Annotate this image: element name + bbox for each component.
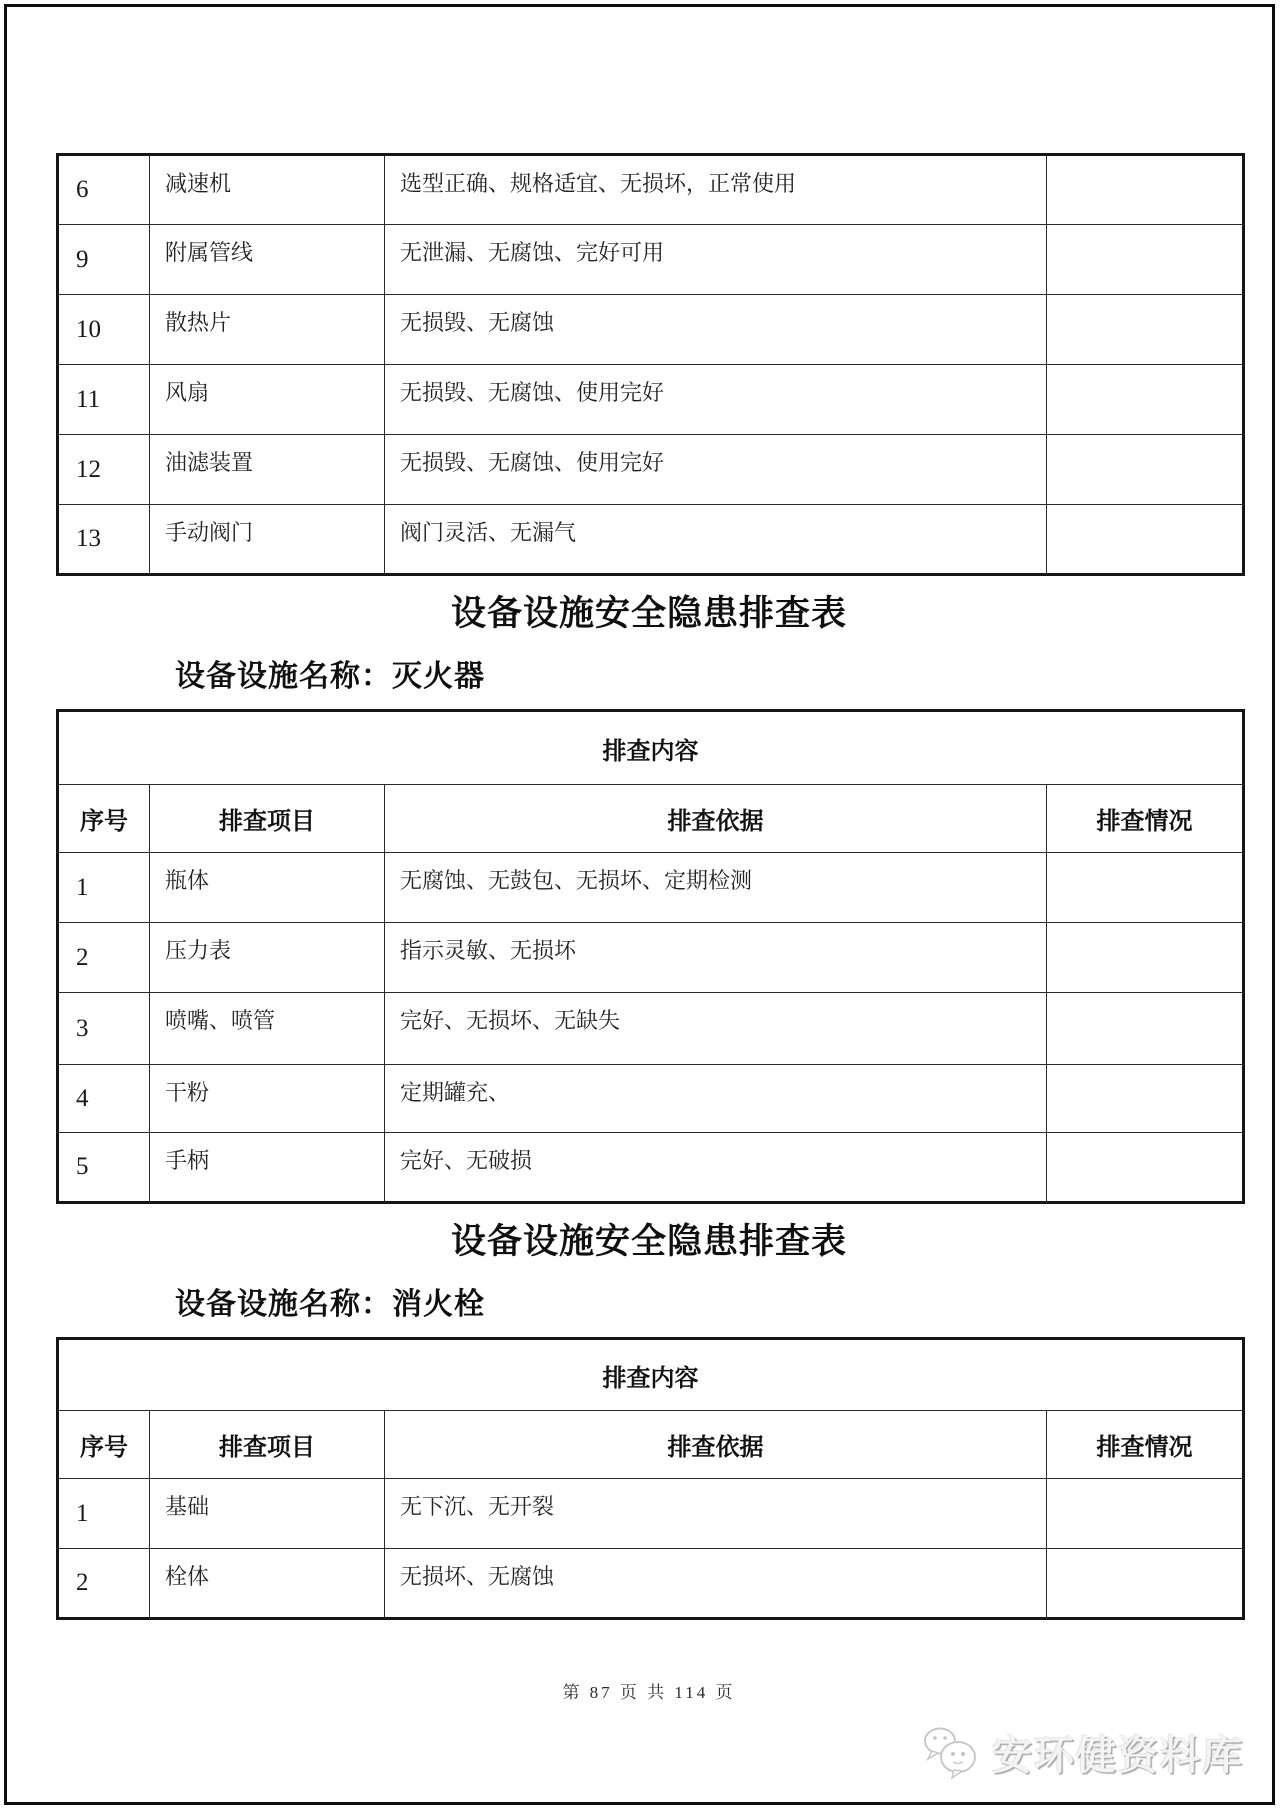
equipment-name-label: 设备设施名称：灭火器 [175,660,485,693]
cell-inspection-basis: 指示灵敏、无损坏 [385,923,1047,993]
extinguisher-inspection-table [56,709,1245,1204]
column-header-serial: 序号 [58,785,150,853]
table-row [58,1133,1244,1203]
cell-inspection-item: 基础 [150,1479,385,1549]
table-row [58,1065,1244,1133]
table-row [58,365,1244,435]
cell-inspection-status [1047,505,1244,575]
cell-inspection-status [1047,155,1244,225]
table-row [58,853,1244,923]
cell-inspection-item: 附属管线 [150,225,385,295]
cell-inspection-status [1047,1479,1244,1549]
cell-inspection-status [1047,1133,1244,1203]
cell-inspection-item: 喷嘴、喷管 [150,993,385,1065]
cell-inspection-item: 手柄 [150,1133,385,1203]
cell-inspection-basis: 完好、无破损 [385,1133,1047,1203]
wechat-bubbles-icon [920,1725,984,1781]
cell-serial-number: 13 [58,505,150,575]
cell-inspection-basis: 无损毁、无腐蚀、使用完好 [385,435,1047,505]
cell-inspection-basis: 无泄漏、无腐蚀、完好可用 [385,225,1047,295]
cell-inspection-basis: 无损毁、无腐蚀 [385,295,1047,365]
cell-inspection-item: 减速机 [150,155,385,225]
cell-inspection-basis: 定期罐充、 [385,1065,1047,1133]
content-header: 排查内容 [58,1339,1244,1411]
table-row [58,225,1244,295]
cell-inspection-basis: 无损坏、无腐蚀 [385,1549,1047,1619]
column-header-status: 排查情况 [1047,1411,1244,1479]
cell-inspection-item: 瓶体 [150,853,385,923]
table-row [58,1479,1244,1549]
column-header-basis: 排查依据 [385,785,1047,853]
page-content [56,0,1242,1703]
table-row [58,155,1244,225]
table-row [58,435,1244,505]
cell-inspection-item: 散热片 [150,295,385,365]
table-header-row [58,1411,1244,1479]
cell-inspection-status [1047,1549,1244,1619]
cell-inspection-item: 风扇 [150,365,385,435]
table-merged-header-row [58,711,1244,785]
section-title: 设备设施安全隐患排查表 [450,594,847,633]
cell-serial-number: 6 [58,155,150,225]
table-merged-header-row [58,1339,1244,1411]
cell-inspection-basis: 无损毁、无腐蚀、使用完好 [385,365,1047,435]
table-row [58,923,1244,993]
cell-inspection-status [1047,435,1244,505]
cell-inspection-status [1047,1065,1244,1133]
column-header-item: 排查项目 [150,785,385,853]
cell-inspection-status [1047,365,1244,435]
cell-inspection-status [1047,993,1244,1065]
column-header-status: 排查情况 [1047,785,1244,853]
cell-inspection-basis: 阀门灵活、无漏气 [385,505,1047,575]
cell-serial-number: 10 [58,295,150,365]
section-title: 设备设施安全隐患排查表 [450,1222,847,1261]
cell-serial-number: 12 [58,435,150,505]
cell-inspection-status [1047,225,1244,295]
table-row [58,505,1244,575]
cell-inspection-basis: 选型正确、规格适宜、无损坏，正常使用 [385,155,1047,225]
cell-inspection-basis: 无下沉、无开裂 [385,1479,1047,1549]
cell-inspection-item: 油滤装置 [150,435,385,505]
cell-serial-number: 5 [58,1133,150,1203]
cell-inspection-status [1047,923,1244,993]
table-header-row [58,785,1244,853]
table-row [58,295,1244,365]
cell-serial-number: 1 [58,853,150,923]
table-row [58,1549,1244,1619]
cell-serial-number: 9 [58,225,150,295]
cell-inspection-item: 栓体 [150,1549,385,1619]
page-number-footer: 第 87 页 共 114 页 [562,1683,736,1702]
column-header-serial: 序号 [58,1411,150,1479]
cell-serial-number: 11 [58,365,150,435]
column-header-basis: 排查依据 [385,1411,1047,1479]
content-header: 排查内容 [58,711,1244,785]
cell-serial-number: 3 [58,993,150,1065]
cell-inspection-basis: 无腐蚀、无鼓包、无损坏、定期检测 [385,853,1047,923]
column-header-item: 排查项目 [150,1411,385,1479]
equipment-name-label: 设备设施名称：消火栓 [175,1288,485,1321]
table-row [58,993,1244,1065]
watermark-label: 安环健资料库 [992,1734,1244,1778]
cell-inspection-status [1047,295,1244,365]
cell-serial-number: 4 [58,1065,150,1133]
continuation-inspection-table [56,153,1245,576]
hydrant-inspection-table [56,1337,1245,1620]
cell-serial-number: 1 [58,1479,150,1549]
watermark [920,1724,1244,1781]
cell-inspection-item: 干粉 [150,1065,385,1133]
cell-serial-number: 2 [58,1549,150,1619]
cell-inspection-item: 手动阀门 [150,505,385,575]
cell-inspection-basis: 完好、无损坏、无缺失 [385,993,1047,1065]
cell-inspection-status [1047,853,1244,923]
cell-inspection-item: 压力表 [150,923,385,993]
cell-serial-number: 2 [58,923,150,993]
